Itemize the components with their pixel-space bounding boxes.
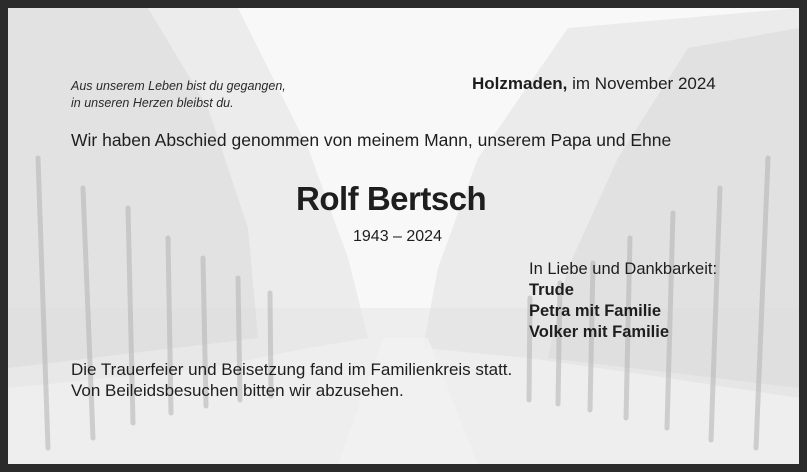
funeral-notice bbox=[71, 359, 512, 401]
mourner-name: Trude bbox=[529, 281, 574, 299]
mourners-block bbox=[529, 259, 717, 343]
mourner-name: Volker mit Familie bbox=[529, 323, 669, 341]
intro-text: Wir haben Abschied genommen von meinem Mann, unserem Papa und Ehne bbox=[71, 130, 672, 150]
motto-line-1: Aus unserem Leben bist du gegangen, bbox=[71, 79, 286, 93]
place-and-date bbox=[472, 74, 716, 94]
notice-line-1: Die Trauerfeier und Beisetzung fand im Familienkreis statt. bbox=[71, 360, 513, 379]
place-date: im November 2024 bbox=[572, 74, 716, 93]
deceased-name: Rolf Bertsch bbox=[296, 180, 487, 217]
mourners-heading: In Liebe und Dankbarkeit: bbox=[529, 260, 718, 278]
life-years: 1943 – 2024 bbox=[353, 228, 442, 245]
motto-line-2: in unseren Herzen bleibst du. bbox=[71, 96, 234, 110]
mourner-name: Petra mit Familie bbox=[529, 302, 662, 320]
motto-verse bbox=[71, 78, 286, 112]
place-city: Holzmaden, bbox=[472, 74, 568, 93]
notice-line-2: Von Beileidsbesuchen bitten wir abzusehen. bbox=[71, 381, 404, 400]
